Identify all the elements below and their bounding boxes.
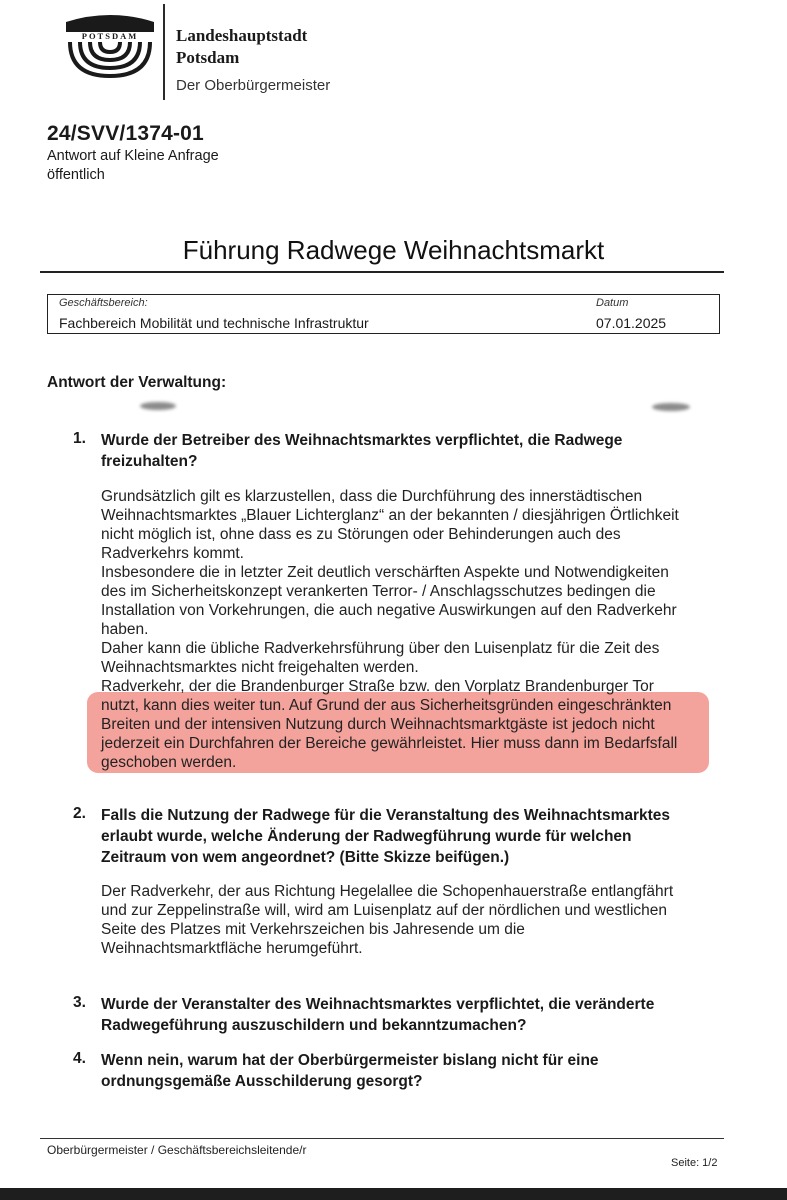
answer-line: Seite des Platzes mit Verkehrszeichen bis Jahresende um die <box>101 921 525 938</box>
answer-2-text <box>101 882 721 958</box>
scan-smudge <box>652 403 690 411</box>
page-number: Seite: 1/2 <box>671 1157 718 1169</box>
date-value: 07.01.2025 <box>596 315 667 331</box>
footer-signatory: Oberbürgermeister / Geschäftsbereichsleitende/r <box>47 1143 307 1157</box>
answer-line: nicht möglich ist, ohne dass es zu Störungen oder Behinderungen auch des <box>101 526 621 543</box>
answer-line: Daher kann die übliche Radverkehrsführung über den Luisenplatz für die Zeit des <box>101 640 660 657</box>
question-number: 3. <box>73 994 86 1011</box>
document-number: 24/SVV/1374-01 <box>47 122 204 145</box>
answer-line: Weihnachtsmarktes „Blauer Lichterglanz“ an der bekannten / diesjährigen Örtlichkeit <box>101 507 679 524</box>
question-line: freizuhalten? <box>101 453 198 470</box>
question-2-text <box>101 805 721 868</box>
question-line: Radwegeführung auszuschildern und bekanntzumachen? <box>101 1017 527 1034</box>
question-line: Wenn nein, warum hat der Oberbürgermeister bislang nicht für eine <box>101 1052 599 1069</box>
question-number: 1. <box>73 430 86 447</box>
date-label: Datum <box>596 297 629 309</box>
department-value: Fachbereich Mobilität und technische Infrastruktur <box>59 315 369 331</box>
question-1-text <box>101 430 721 472</box>
question-number: 4. <box>73 1050 86 1067</box>
document-type: Antwort auf Kleine Anfrage <box>47 148 219 164</box>
answer-line: geschoben werden. <box>101 754 237 771</box>
answer-line: und zur Zeppelinstraße will, wird am Luisenplatz auf der nördlichen und westlichen <box>101 902 668 919</box>
document-title: Führung Radwege Weihnachtsmarkt <box>182 235 605 265</box>
question-number: 2. <box>73 805 86 822</box>
department-label: Geschäftsbereich: <box>59 297 148 309</box>
footer-rule <box>40 1138 724 1139</box>
question-3-text <box>101 994 721 1036</box>
answer-line: Der Radverkehr, der aus Richtung Hegelallee die Schopenhauerstraße entlangfährt <box>101 883 674 900</box>
logo-lettering: POTSDAM <box>81 31 139 41</box>
org-name <box>176 25 307 69</box>
answer-line: Insbesondere die in letzter Zeit deutlich verschärften Aspekte und Notwendigkeiten <box>101 564 669 581</box>
potsdam-logo <box>60 14 160 78</box>
header-divider <box>163 4 165 100</box>
info-box <box>47 294 720 334</box>
answer-line: Installation von Vorkehrungen, die auch negative Auswirkungen auf den Radverkehr <box>101 602 677 619</box>
question-line: Wurde der Veranstalter des Weihnachtsmarktes verpflichtet, die veränderte <box>101 996 655 1013</box>
bottom-edge-bar <box>0 1188 787 1200</box>
org-subtitle: Der Oberbürgermeister <box>176 77 331 94</box>
question-line: erlaubt wurde, welche Änderung der Radwegführung wurde für welchen <box>101 828 632 845</box>
question-line: Falls die Nutzung der Radwege für die Veranstaltung des Weihnachtsmarktes <box>101 807 671 824</box>
answer-1-text <box>101 487 721 772</box>
question-4-text <box>101 1050 721 1092</box>
answer-line: haben. <box>101 621 149 638</box>
answer-line: Weihnachtsmarktfläche herumgeführt. <box>101 940 363 957</box>
answer-line: Breiten und der intensiven Nutzung durch Weihnachtsmarktgäste ist jedoch nicht <box>101 716 655 733</box>
answer-line: Grundsätzlich gilt es klarzustellen, dass die Durchführung des innerstädtischen <box>101 488 643 505</box>
answer-line: Weihnachtsmarktes nicht freigehalten werden. <box>101 659 419 676</box>
answer-line: des im Sicherheitskonzept verankerten Terror- / Anschlagsschutzes bedingen die <box>101 583 656 600</box>
org-name-line2: Potsdam <box>176 48 240 67</box>
question-line: ordnungsgemäße Ausschilderung gesorgt? <box>101 1073 423 1090</box>
org-name-line1: Landeshauptstadt <box>176 26 308 45</box>
answer-line: jederzeit ein Durchfahren der Bereiche gewährleistet. Hier muss dann im Bedarfsfall <box>101 735 678 752</box>
answer-line: Radverkehrs kommt. <box>101 545 244 562</box>
scan-smudge <box>140 402 176 410</box>
document-visibility: öffentlich <box>47 167 105 183</box>
answer-heading: Antwort der Verwaltung: <box>47 374 227 391</box>
answer-line: nutzt, kann dies weiter tun. Auf Grund der aus Sicherheitsgründen eingeschränkten <box>101 697 672 714</box>
title-rule <box>40 271 724 273</box>
question-line: Wurde der Betreiber des Weihnachtsmarktes verpflichtet, die Radwege <box>101 432 623 449</box>
question-line: Zeitraum von wem angeordnet? (Bitte Skizze beifügen.) <box>101 849 510 866</box>
answer-line: Radverkehr, der die Brandenburger Straße bzw. den Vorplatz Brandenburger Tor <box>101 678 654 695</box>
